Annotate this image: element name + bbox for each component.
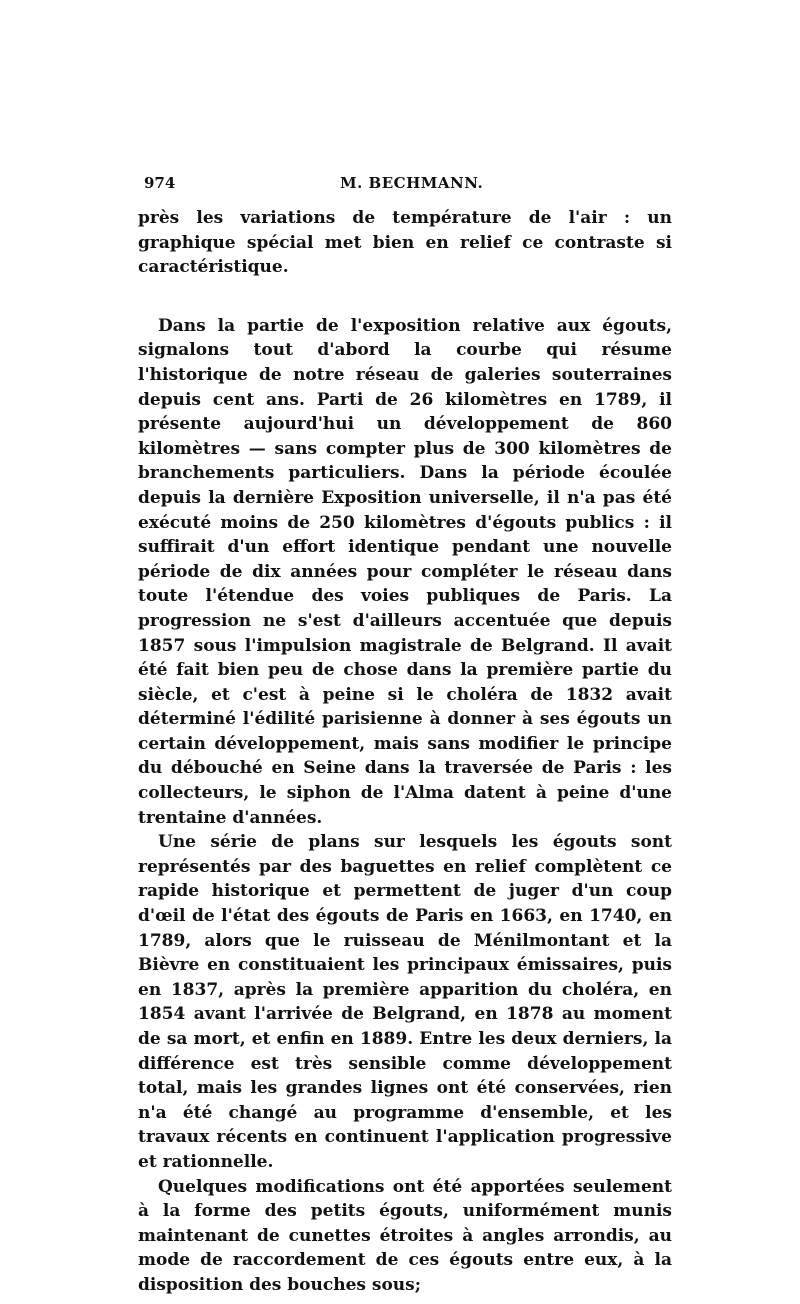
paragraph-modifications: Quelques modifications ont été apportées seulement à la forme des petits égouts, uniformément munis maintenant de cunettes étroites à angles arrondis, au mode de raccordement de ces égouts entre eux, à la disposition des bouches sous;	[138, 1176, 672, 1295]
body-text	[138, 206, 672, 1298]
paragraph-continuation: près les variations de température de l'air : un graphique spécial met bien en relief ce contraste si caractéristique.	[138, 208, 672, 278]
paragraph-egouts-historique: Dans la partie de l'exposition relative aux égouts, signalons tout d'abord la courbe qui résume l'historique de notre réseau de galeries souterraines depuis cent ans. Parti de 26 kilomètres en 1789, il présente aujourd'hui un développement de 860 kilomètres — sans compter plus de 300 kilomètres de branchements particuliers. Dans la période écoulée depuis la dernière Exposition universelle, il n'a pas été exécuté moins de 250 kilomètres d'égouts publics : il suffirait d'un effort identique pendant une nouvelle période de dix années pour compléter le réseau dans toute l'étendue des voies publiques de Paris. La progression ne s'est d'ailleurs accentuée que depuis 1857 sous l'impulsion magistrale de Belgrand. Il avait été fait bien peu de chose dans la première partie du siècle, et c'est à peine si le choléra de 1832 avait déterminé l'édilité parisienne à donner à ses égouts un certain développement, mais sans modifier le principe du débouché en Seine dans la traversée de Paris : les collecteurs, le siphon de l'Alma datent à peine d'une trentaine d'années.	[138, 315, 672, 828]
page-header	[144, 174, 674, 196]
section-gap	[138, 280, 672, 314]
running-head: M. BECHMANN.	[340, 174, 484, 192]
paragraph-plans-relief: Une série de plans sur lesquels les égouts sont représentés par des baguettes en relief complètent ce rapide historique et permettent de juger d'un coup d'œil de l'état des égouts de Paris en 1663, en 1740, en 1789, alors que le ruisseau de Ménilmontant et la Bièvre en constituaient les principaux émissaires, puis en 1837, après la première apparition du choléra, en 1854 avant l'arrivée de Belgrand, en 1878 au moment de sa mort, et enfin en 1889. Entre les deux derniers, la différence est très sensible comme développement total, mais les grandes lignes ont été conservées, rien n'a été changé au programme d'ensemble, et les travaux récents en continuent l'application progressive et rationnelle.	[138, 832, 672, 1172]
page-number: 974	[144, 174, 176, 192]
